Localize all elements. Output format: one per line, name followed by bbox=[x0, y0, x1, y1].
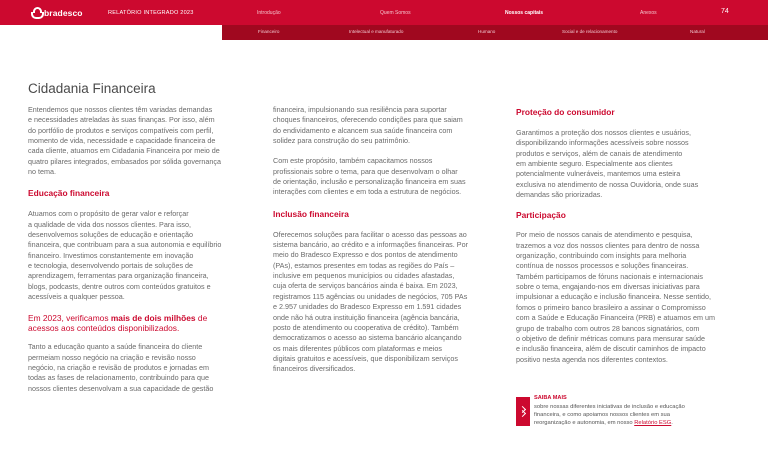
nav-quem-somos[interactable]: Quem Somos bbox=[380, 10, 411, 16]
educacao-paragraph: Atuamos com o propósito de gerar valor e reforçar a qualidade de vida dos nossos clientes. Para isso, desenvolvemos soluções de educação e orientação financeira, que contribuam para a sua autonomia e equilíbrio financeiro. Investimos constantemente em inovação e tecnologia, desenvolvendo portais de soluções de aprendizagem, ferramentas para organização financeira, blogs, podcasts, dentre outros com conteúdos gratuitos e acessíveis a qualquer pessoa. bbox=[28, 209, 222, 302]
continuation-paragraph: financeira, impulsionando sua resiliência para suportar choques financeiros, oferecendo condições para que saiam do endividamento e alcancem sua saúde financeira com solidez para construção do seu patrimônio. bbox=[273, 105, 463, 146]
subnav-natural[interactable]: Natural bbox=[690, 29, 705, 34]
column-2 bbox=[273, 105, 499, 375]
page-title: Cidadania Financeira bbox=[28, 81, 156, 96]
nav-introducao[interactable]: Introdução bbox=[257, 10, 281, 16]
saiba-mais-text: sobre nossas diferentes iniciativas de inclusão e educação financeira, e como apoiamos nossos clientes em sua reorganização e autonomia, em nosso Relatório ESG. bbox=[534, 404, 685, 426]
nav-nossos-capitais[interactable]: Nossos capitais bbox=[505, 10, 544, 16]
report-title: RELATÓRIO INTEGRADO 2023 bbox=[108, 10, 194, 16]
subnav-intelectual[interactable]: Intelectual e manufaturado bbox=[349, 29, 404, 34]
nav-anexos[interactable]: Anexos bbox=[640, 10, 657, 16]
proposito-paragraph: Com este propósito, também capacitamos nossos profissionais sobre o tema, para que desenvolvam o olhar de orientação, inclusão e personalização financeira em suas interações com clientes e em toda a estrutura de negócios. bbox=[273, 156, 466, 197]
bradesco-logo-icon bbox=[30, 7, 41, 18]
subnav-humano[interactable]: Humano bbox=[478, 29, 496, 34]
subnav-social[interactable]: Social e de relacionamento bbox=[562, 29, 618, 34]
saiba-mais-title: SAIBA MAIS bbox=[534, 395, 567, 401]
inclusao-paragraph: Oferecemos soluções para facilitar o acesso das pessoas ao sistema bancário, ao crédito e a informações financeiras. Por meio do Bradesco Expresso e dos pontos de atendimento (PAs), estamos presentes em todas as regiões do País – inclusive em pequenos municípios ou cidades afastadas, cuja oferta de serviços bancários ainda é baixa. Em 2023, registramos 115 agências ou unidades de negócios, 705 PAs e 2.957 unidades do Bradesco Expresso em 1.591 cidades onde não há outra instituição financeira (agência bancária, posto de atendimento ou cooperativa de crédito). Também democratizamos o acesso ao sistema bancário alcançando os mais diferentes públicos com plataformas e meios digitais gratuitos e acessíveis, que disponibilizam serviços financeiros diversificados. bbox=[273, 229, 468, 374]
double-chevron-right-icon bbox=[516, 397, 530, 426]
page-number: 74 bbox=[721, 8, 729, 15]
participacao-paragraph: Por meio de nossos canais de atendimento e pesquisa, trazemos a voz dos nossos clientes para dentro de nossa organização, contribuindo com insights para melhoria contínua de nossos processos e soluções financeiras. Também participamos de fóruns nacionais e internacionais sobre o tema, engajando-nos em diversas iniciativas para impulsionar a educação e inclusão financeira. Nesse sentido, fomos o primeiro banco brasileiro a assinar o Compromisso com a Saúde e Educação Financeira (PRB) e atuamos em um grupo de trabalho com outros 28 bancos signatários, com o objetivo de definir métricas comuns para mensurar saúde e inclusão financeira, além de discutir caminhos de impacto positivo nesta agenda nos diferentes contextos. bbox=[516, 230, 715, 364]
subnav-financeiro[interactable]: Financeiro bbox=[258, 29, 280, 34]
protecao-paragraph: Garantimos a proteção dos nossos clientes e usuários, disponibilizando informações acessíveis sobre nossos produtos e serviços, além de canais de atendimento em ambiente seguro. Especialmente aos clientes potencialmente vulneráveis, mantemos uma esteira exclusiva no atendimento de nossa Ouvidoria, onde suas demandas são priorizadas. bbox=[516, 128, 699, 200]
brand-logo[interactable] bbox=[30, 6, 83, 19]
heading-participacao: Participação bbox=[516, 210, 566, 221]
heading-inclusao: Inclusão financeira bbox=[273, 208, 349, 219]
column-1 bbox=[28, 105, 254, 394]
heading-educacao: Educação financeira bbox=[28, 188, 110, 199]
heading-protecao: Proteção do consumidor bbox=[516, 107, 615, 117]
relatorio-esg-link[interactable]: Relatório ESG bbox=[634, 420, 672, 426]
saiba-mais-callout bbox=[516, 395, 746, 429]
column-3 bbox=[516, 107, 742, 365]
saude-paragraph: Tanto a educação quanto a saúde financeira do cliente permeiam nosso negócio na criação e revisão nosso negócio, na criação e revisão de produtos e jornadas em todas as fases de relacionamento, contribuindo para que nossos clientes desenvolvam a sua capacidade de gestão bbox=[28, 342, 214, 393]
brand-name: bradesco bbox=[44, 7, 83, 18]
highlight-statement: Em 2023, verificamos mais de dois milhões de acessos aos conteúdos disponibilizados. bbox=[28, 312, 208, 333]
intro-paragraph: Entendemos que nossos clientes têm variadas demandas e necessidades atreladas às suas finanças. Por isso, além do portfólio de produtos e serviços compatíveis com perfil, momento de vida, necessidade e capacidade financeira de cada cliente, atuamos em Cidadania Financeira por meio de quatro pilares integrados, embasados por sólida governança no tema. bbox=[28, 105, 221, 177]
